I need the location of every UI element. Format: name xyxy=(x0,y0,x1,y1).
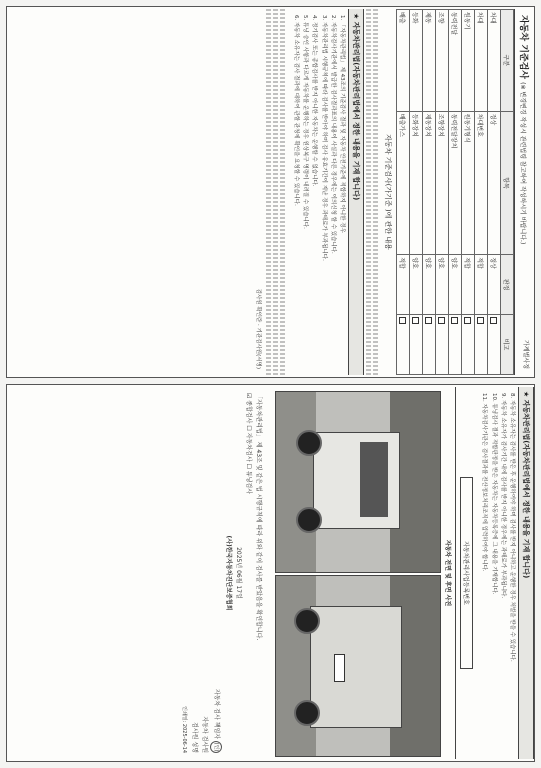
signer-line xyxy=(190,393,198,753)
remark-cell xyxy=(423,315,436,375)
checkbox-icon xyxy=(465,317,472,324)
front-photo xyxy=(275,391,441,573)
table-cell: 양호 xyxy=(436,255,449,315)
checkbox-icon xyxy=(478,317,485,324)
remark-cell xyxy=(397,315,410,375)
remark-cell xyxy=(436,315,449,375)
signer-title: 검사원 성명 xyxy=(191,722,199,753)
table-cell: 조향장치 xyxy=(436,111,449,255)
header-cell: 구분 xyxy=(501,10,514,112)
signer-line xyxy=(210,393,222,753)
table-row xyxy=(397,10,410,375)
table-cell: 양호 xyxy=(423,255,436,315)
org-name: (사)한국자동차진단보증협회 xyxy=(225,535,233,611)
table-cell: 차대 xyxy=(475,10,488,112)
license-plate xyxy=(334,654,345,682)
table-cell: 양호 xyxy=(410,255,423,315)
table-cell: 적합 xyxy=(397,255,410,315)
date-line xyxy=(234,393,242,753)
table-cell: 배출 xyxy=(397,10,410,112)
rotated-form-bottom xyxy=(7,387,534,759)
body-text xyxy=(287,9,348,375)
table-row xyxy=(449,10,462,375)
remark-cell xyxy=(410,315,423,375)
table-header-row xyxy=(501,10,514,375)
body-line: 9. 자동차 소유자가 검사기간 내에 검사를 받지 아니한 경우에는 과태료가 부과됩니다. xyxy=(499,393,506,599)
table-cell: 제동 xyxy=(423,10,436,112)
truck-wheel xyxy=(296,430,322,456)
fill-line xyxy=(280,9,285,375)
table-cell: 원동기 xyxy=(462,10,475,112)
checkbox-icon xyxy=(413,317,420,324)
signer-title: 자동차 검사원 xyxy=(201,716,209,753)
declaration-text: 「자동차관리법」 제 43조 및 같은 법 시행규칙에 따라 위와 같이 검사를 받았음을 확인합니다. xyxy=(255,393,263,641)
table-row xyxy=(475,10,488,375)
table-cell: 제동장치 xyxy=(423,111,436,255)
table-cell: 배출가스 xyxy=(397,111,410,255)
header-cell: 비고 xyxy=(501,315,514,375)
table-row xyxy=(423,10,436,375)
section-title-bottom: ★ 자동차관리법(자동차관리법에서 정한 내용을 기재 합니다) xyxy=(518,387,534,759)
truck-wheel xyxy=(296,507,322,533)
header-cell: 항목 xyxy=(501,111,514,255)
table-cell: 적합 xyxy=(462,255,475,315)
truck-windshield xyxy=(360,442,388,517)
truck-wheel xyxy=(294,608,320,634)
seal-stamp: (인) xyxy=(210,741,222,753)
inspection-form-top xyxy=(6,6,535,378)
footer-code: 인쇄일: 2025-06-14 xyxy=(181,706,188,753)
checkbox-icon xyxy=(491,317,498,324)
remark-cell xyxy=(449,315,462,375)
right-label: 가계별사정 xyxy=(522,340,529,369)
checkbox-icon xyxy=(426,317,433,324)
remark-cell xyxy=(462,315,475,375)
body-line: 1. 「자동차관리법」 제 43조의 기준검사 결과 및 자동차 안전기준에 적합하지 아니한 경우 xyxy=(339,15,345,233)
body-line: 11. 자동차검사기관은 검사결과를 전산정보처리조직에 입력하여야 합니다. xyxy=(481,393,488,572)
fill-line xyxy=(373,9,378,375)
table-cell: 차대 xyxy=(488,10,501,112)
remark-cell xyxy=(475,315,488,375)
body-text-bottom xyxy=(475,387,518,759)
body-line: 2. 자동차검사기관에서 발급한 검사결과표의 내용이 사실과 다른 경우에는 이의신청 할 수 있습니다. xyxy=(329,15,336,254)
inspector-label: 검사원 확인란 xyxy=(254,288,261,323)
table-cell: 조향 xyxy=(436,10,449,112)
table-cell: 원동기형식 xyxy=(462,111,475,255)
fill-line xyxy=(366,9,371,375)
checkbox-icon xyxy=(439,317,446,324)
section-title: ★ 자동차관리법(자동차관리법에서 정한 내용을 기재 합니다) xyxy=(348,9,364,375)
statement-title: 자동차 기준검사(가기준 )에 관한 내용 xyxy=(384,134,392,250)
body-line: 6. 자동차 소유자는 검사 결과에 대하여 관할 관청에 확인을 요청할 수 있습니다. xyxy=(292,15,299,206)
table-row xyxy=(462,10,475,375)
header-cell: 판정 xyxy=(501,255,514,315)
date-year: 2025년 xyxy=(235,547,243,569)
photo-caption: 자동차 전면 및 후면 사진 xyxy=(444,539,452,607)
remark-cell xyxy=(488,315,501,375)
form-title-note: (※ 변경변경 작성시 관련법령 참고하여 작성하시기 바랍니다.) xyxy=(519,82,526,245)
checkbox-line: ☑ 종합검사 ☐ 자동차검사 ☐ 튜닝검사 xyxy=(245,393,253,495)
truck-wheel xyxy=(294,700,320,726)
body-line: 8. 자동차 소유자는 검사를 받은 후 운행하여야 하며 검사를 받지 아니하고 운행한 경우 처벌을 받을 수 있습니다. xyxy=(509,393,515,662)
table-cell: 정상 xyxy=(488,111,501,255)
body-line: 5. 튜닝 승인 사항과 다르게 자동차를 운행하는 경우 원상복구 명령이 내려질 수 있습니다. xyxy=(302,15,309,229)
inspection-table xyxy=(396,9,514,375)
fill-line xyxy=(273,9,278,375)
rear-photo xyxy=(275,575,441,757)
notice-box: 자동차관리사업등록번호 xyxy=(460,477,473,669)
table-cell: 동력전달장치 xyxy=(449,111,462,255)
table-cell: 정상 xyxy=(488,255,501,315)
inspection-form-bottom xyxy=(6,384,535,762)
body-line: 10. 튜닝검사 결과 적합판정을 받은 자동차는 자동차등록증에 그 내용을 기재합니다. xyxy=(490,393,497,595)
truck-cargo-bed xyxy=(310,606,402,728)
table-cell: 등화장치 xyxy=(410,111,423,255)
table-cell: 적합 xyxy=(475,255,488,315)
checkbox-icon xyxy=(400,317,407,324)
date-day: 17일 xyxy=(235,585,243,599)
form-title: 자동차 기준검사 (※ 변경변경 작성시 관련법령 참고하여 작성하시기 바랍니다.) 가계별사정 xyxy=(514,9,534,375)
fill-line xyxy=(266,9,271,375)
table-cell: 동력전달 xyxy=(449,10,462,112)
table-cell: 차대번호 xyxy=(475,111,488,255)
table-row xyxy=(410,10,423,375)
inspector-block: 검사원 확인란 · 기관검사원(서명) xyxy=(254,288,261,369)
sign-label: 기관검사원(서명) xyxy=(254,327,261,369)
body-line: 3. 자동차관리법 시행규칙에 따라 검사를 받아야 하며 검사 유효기간이 지난 경우 과태료가 부과됩니다. xyxy=(320,15,327,261)
table-row xyxy=(436,10,449,375)
signer-title: 자동차 검사 책임자 xyxy=(213,688,221,740)
table-cell: 등화 xyxy=(410,10,423,112)
photo-section xyxy=(265,387,456,759)
table-row xyxy=(488,10,501,375)
rotated-form-top xyxy=(7,9,534,375)
signer-line xyxy=(200,393,208,753)
road-surface xyxy=(276,392,316,572)
declaration-block xyxy=(175,387,265,759)
table-cell: 양호 xyxy=(449,255,462,315)
date-month: 06월 xyxy=(235,570,243,584)
checkbox-icon xyxy=(452,317,459,324)
body-line: 4. 정기검사 또는 종합검사를 받지 아니한 자동차는 운행할 수 없습니다. xyxy=(311,15,318,187)
